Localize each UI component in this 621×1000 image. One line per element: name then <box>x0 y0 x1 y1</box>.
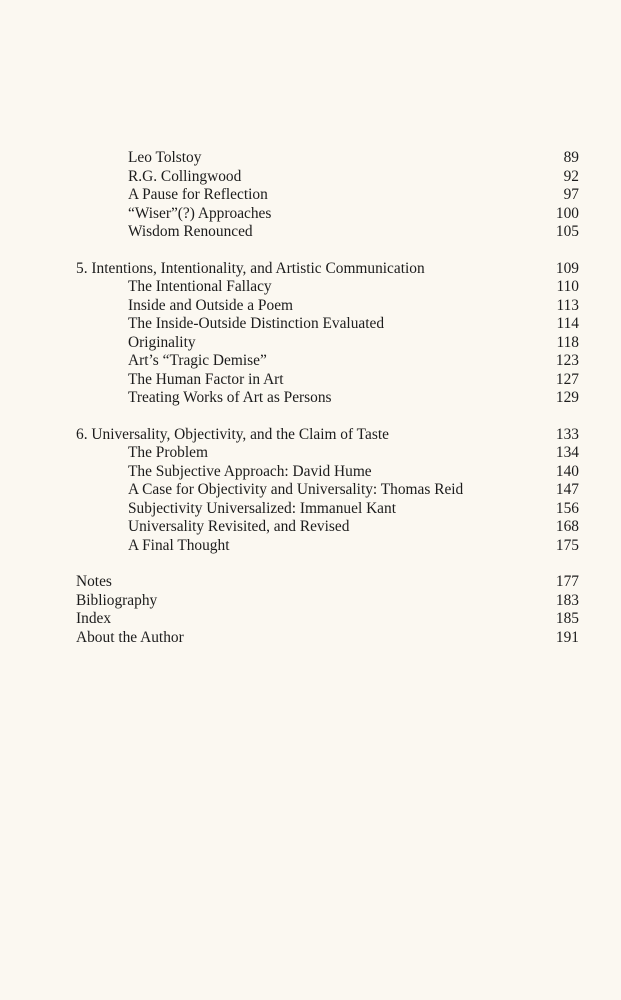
toc-subentry <box>76 297 579 316</box>
toc-subentry <box>76 149 579 168</box>
toc-subentry <box>76 463 579 482</box>
entry-title: R.G. Collingwood <box>128 167 242 185</box>
toc-subentry <box>76 315 579 334</box>
toc-entry <box>76 610 579 629</box>
entry-title: A Final Thought <box>128 536 230 554</box>
entry-title: Inside and Outside a Poem <box>128 296 293 314</box>
section-gap <box>76 242 579 260</box>
entry-page-number: 109 <box>555 259 579 277</box>
entry-page-number: 177 <box>555 573 579 590</box>
entry-title: A Pause for Reflection <box>128 186 268 203</box>
toc-subentry <box>76 334 579 353</box>
toc-subentry <box>76 278 579 297</box>
entry-page-number: 100 <box>555 204 579 222</box>
toc-subentry <box>76 500 579 519</box>
entry-page-number: 113 <box>556 296 579 314</box>
entry-page-number: 175 <box>555 536 579 554</box>
entry-title: Universality Revisited, and Revised <box>128 518 350 535</box>
toc-subentry <box>76 518 579 537</box>
entry-page-number: 134 <box>555 444 579 461</box>
toc-subentry <box>76 444 579 463</box>
section-gap <box>76 408 579 426</box>
table-of-contents <box>76 149 579 647</box>
entry-title: Index <box>76 610 112 627</box>
section-gap <box>76 555 579 573</box>
toc-entry <box>76 573 579 592</box>
entry-page-number: 183 <box>555 591 579 609</box>
entry-title: Art’s “Tragic Demise” <box>128 352 267 369</box>
toc-subentry <box>76 371 579 390</box>
entry-title: Wisdom Renounced <box>128 223 253 240</box>
toc-subentry <box>76 186 579 205</box>
toc-entry <box>76 426 579 445</box>
entry-page-number: 156 <box>555 499 579 517</box>
entry-title: Originality <box>128 333 196 351</box>
entry-page-number: 114 <box>556 315 579 332</box>
toc-subentry <box>76 205 579 224</box>
toc-subentry <box>76 223 579 242</box>
entry-page-number: 140 <box>555 462 579 480</box>
entry-page-number: 168 <box>555 518 579 535</box>
entry-title: The Inside-Outside Distinction Evaluated <box>128 315 385 332</box>
toc-subentry <box>76 352 579 371</box>
entry-title: The Problem <box>128 444 208 461</box>
entry-title: About the Author <box>76 628 184 646</box>
entry-title: Bibliography <box>76 591 158 609</box>
entry-page-number: 110 <box>556 278 579 295</box>
entry-title: The Intentional Fallacy <box>128 278 272 295</box>
entry-page-number: 127 <box>555 370 579 388</box>
entry-title: A Case for Objectivity and Universality: Thomas Reid <box>128 481 464 498</box>
entry-page-number: 118 <box>556 333 579 351</box>
entry-title: Leo Tolstoy <box>128 149 202 166</box>
toc-entry <box>76 592 579 611</box>
entry-title: Notes <box>76 573 112 590</box>
entry-title: “Wiser”(?) Approaches <box>128 204 272 222</box>
entry-title: Treating Works of Art as Persons <box>128 389 332 406</box>
entry-title: The Subjective Approach: David Hume <box>128 462 372 480</box>
entry-page-number: 133 <box>555 425 579 443</box>
entry-page-number: 89 <box>563 149 579 166</box>
entry-page-number: 129 <box>555 389 579 406</box>
entry-page-number: 105 <box>555 223 579 240</box>
entry-page-number: 191 <box>555 628 579 646</box>
entry-page-number: 123 <box>555 352 579 369</box>
toc-subentry <box>76 481 579 500</box>
toc-subentry <box>76 389 579 408</box>
entry-page-number: 92 <box>563 167 579 185</box>
entry-page-number: 185 <box>555 610 579 627</box>
toc-entry <box>76 260 579 279</box>
toc-subentry <box>76 537 579 556</box>
entry-page-number: 97 <box>563 186 579 203</box>
entry-title: 6. Universality, Objectivity, and the Claim of Taste <box>76 425 389 443</box>
entry-title: 5. Intentions, Intentionality, and Artistic Communication <box>76 259 425 277</box>
entry-page-number: 147 <box>555 481 579 498</box>
toc-subentry <box>76 168 579 187</box>
entry-title: Subjectivity Universalized: Immanuel Kant <box>128 499 396 517</box>
entry-title: The Human Factor in Art <box>128 370 284 388</box>
toc-entry <box>76 629 579 648</box>
